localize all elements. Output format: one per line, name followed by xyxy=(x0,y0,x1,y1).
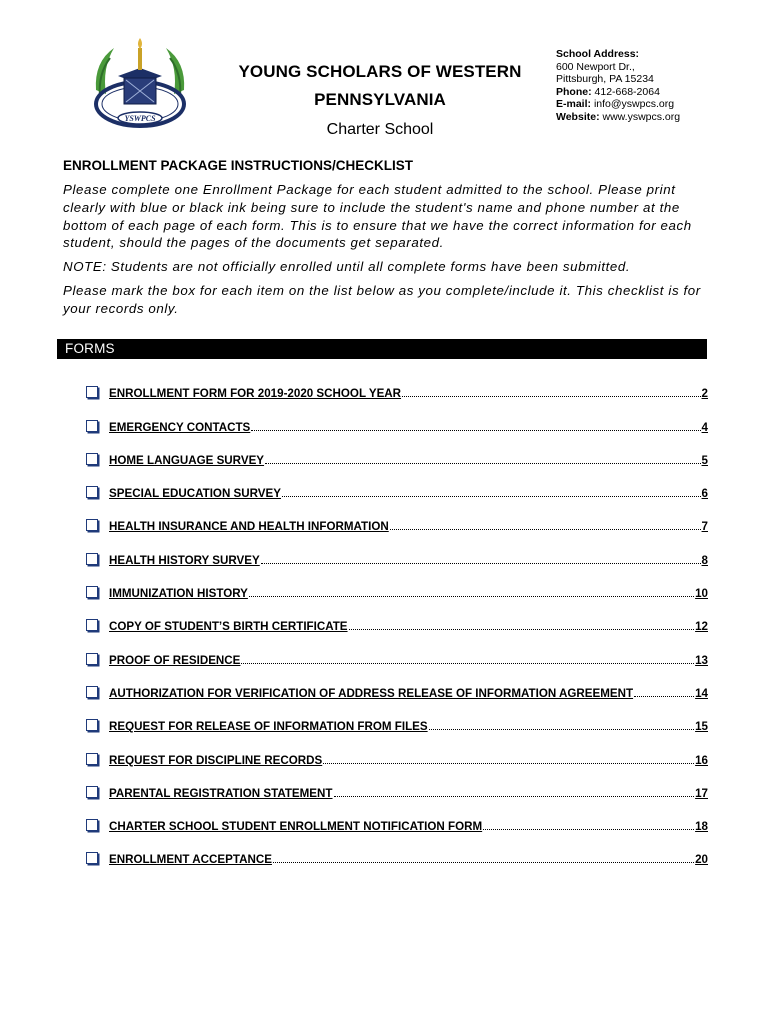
checklist-item-page: 6 xyxy=(701,487,708,501)
dot-leader xyxy=(273,861,694,863)
checklist-entry xyxy=(109,554,708,571)
school-title xyxy=(220,58,540,144)
checklist-item-page: 2 xyxy=(701,387,708,401)
checklist-item xyxy=(84,804,708,837)
checklist-item-page: 12 xyxy=(695,620,708,634)
phone-line xyxy=(556,86,680,99)
checklist-entry xyxy=(109,853,708,870)
checklist-item-page: 5 xyxy=(701,453,708,467)
checklist-item xyxy=(84,537,708,570)
checklist-item xyxy=(84,637,708,670)
checklist-item-page: 8 xyxy=(701,553,708,567)
checklist-item-label: CHARTER SCHOOL STUDENT ENROLLMENT NOTIFICATION FORM xyxy=(109,820,483,834)
dot-leader xyxy=(634,695,694,697)
checklist-item-label: COPY OF STUDENT’S BIRTH CERTIFICATE xyxy=(109,620,348,634)
instructions-heading: ENROLLMENT PACKAGE INSTRUCTIONS/CHECKLIST xyxy=(63,158,413,173)
phone-label: Phone: xyxy=(556,85,592,98)
checklist-item-label: EMERGENCY CONTACTS xyxy=(109,420,251,434)
website-line xyxy=(556,111,680,124)
phone-value: 412-668-2064 xyxy=(594,85,660,98)
logo-text: YSWPCS xyxy=(124,114,156,123)
checklist-item-page: 13 xyxy=(695,653,708,667)
checklist-item-page: 20 xyxy=(695,853,708,867)
checklist-entry xyxy=(109,387,708,404)
checklist-item-label: PARENTAL REGISTRATION STATEMENT xyxy=(109,786,333,800)
checklist-entry xyxy=(109,787,708,804)
dot-leader xyxy=(249,595,694,597)
website-label: Website: xyxy=(556,110,600,123)
checkbox[interactable] xyxy=(86,686,98,698)
checklist-entry xyxy=(109,520,708,537)
checkbox[interactable] xyxy=(86,386,98,398)
checkbox[interactable] xyxy=(86,519,98,531)
checkbox[interactable] xyxy=(86,753,98,765)
instructions-note: NOTE: Students are not officially enrolled until all complete forms have been submitted. xyxy=(63,259,631,275)
address-city: Pittsburgh, PA 15234 xyxy=(556,73,654,85)
dot-leader xyxy=(429,728,694,730)
forms-heading-bar xyxy=(57,339,707,359)
checklist-item xyxy=(84,471,708,504)
checklist-entry xyxy=(109,720,708,737)
checklist-item xyxy=(84,704,708,737)
checkbox[interactable] xyxy=(86,819,98,831)
checklist-item-label: SPECIAL EDUCATION SURVEY xyxy=(109,487,282,501)
checklist-item xyxy=(84,771,708,804)
checklist-item xyxy=(84,604,708,637)
checklist-item-label: ENROLLMENT FORM FOR 2019-2020 SCHOOL YEAR xyxy=(109,387,402,401)
instructions-section xyxy=(63,158,715,324)
website-value: www.yswpcs.org xyxy=(602,110,681,123)
forms-checklist xyxy=(84,371,708,870)
dot-leader xyxy=(251,429,700,431)
checklist-entry xyxy=(109,587,708,604)
email-value: info@yswpcs.org xyxy=(593,98,675,110)
dot-leader xyxy=(334,795,695,797)
checklist-item xyxy=(84,837,708,870)
dot-leader xyxy=(402,395,701,397)
dot-leader xyxy=(265,462,701,464)
school-name-line1: YOUNG SCHOLARS OF WESTERN xyxy=(238,62,522,81)
checklist-item-page: 18 xyxy=(695,820,708,834)
checkbox[interactable] xyxy=(86,453,98,465)
checklist-item xyxy=(84,404,708,437)
checklist-item xyxy=(84,571,708,604)
checklist-item-page: 4 xyxy=(701,420,708,434)
checklist-item-page: 16 xyxy=(695,753,708,767)
checklist-item-page: 15 xyxy=(695,720,708,734)
dot-leader xyxy=(241,662,694,664)
checklist-item xyxy=(84,737,708,770)
checklist-item xyxy=(84,371,708,404)
address-street: 600 Newport Dr., xyxy=(556,60,635,73)
checkbox[interactable] xyxy=(86,653,98,665)
school-logo xyxy=(90,34,190,132)
forms-heading: FORMS xyxy=(65,341,115,356)
checkbox[interactable] xyxy=(86,420,98,432)
checklist-item-label: ENROLLMENT ACCEPTANCE xyxy=(109,853,272,867)
checklist-item-label: REQUEST FOR DISCIPLINE RECORDS xyxy=(109,753,323,767)
dot-leader xyxy=(282,495,701,497)
checklist-item-label: HEALTH HISTORY SURVEY xyxy=(109,553,260,567)
checklist-item-page: 7 xyxy=(701,520,708,534)
address-heading: School Address: xyxy=(556,48,640,60)
checklist-item-label: AUTHORIZATION FOR VERIFICATION OF ADDRESS RELEASE OF INFORMATION AGREEMENT xyxy=(109,686,634,700)
email-line xyxy=(556,98,680,111)
checklist-item-label: HOME LANGUAGE SURVEY xyxy=(109,453,265,467)
checklist-item-label: HEALTH INSURANCE AND HEALTH INFORMATION xyxy=(109,520,389,534)
dot-leader xyxy=(390,528,701,530)
checklist-entry xyxy=(109,454,708,471)
checklist-entry xyxy=(109,620,708,637)
checklist-item-label: IMMUNIZATION HISTORY xyxy=(109,587,248,601)
checklist-entry xyxy=(109,820,708,837)
school-type: Charter School xyxy=(326,121,434,138)
dot-leader xyxy=(261,562,701,564)
checklist-item xyxy=(84,671,708,704)
checklist-entry xyxy=(109,687,708,704)
checklist-item-page: 14 xyxy=(695,686,708,700)
checklist-item xyxy=(84,504,708,537)
checkbox[interactable] xyxy=(86,619,98,631)
checklist-entry xyxy=(109,654,708,671)
checklist-entry xyxy=(109,754,708,771)
checklist-item-label: PROOF OF RESIDENCE xyxy=(109,653,241,667)
school-name-line2: PENNSYLVANIA xyxy=(314,90,446,109)
checkbox[interactable] xyxy=(86,719,98,731)
checklist-entry xyxy=(109,487,708,504)
checkbox[interactable] xyxy=(86,586,98,598)
checklist-item-page: 17 xyxy=(695,786,708,800)
dot-leader xyxy=(483,828,694,830)
checklist-item-page: 10 xyxy=(695,587,708,601)
checkbox[interactable] xyxy=(86,852,98,864)
checkbox[interactable] xyxy=(86,486,98,498)
dot-leader xyxy=(323,762,694,764)
school-address xyxy=(556,48,680,123)
instructions-paragraph-1: Please complete one Enrollment Package for each student admitted to the school. Please print clearly with blue or black ink being sure to include the student's name and phone number at the bottom of each page of each form. This is to ensure that we have the correct information for each student, should the pages of the documents get separated. xyxy=(63,182,692,251)
instructions-paragraph-3: Please mark the box for each item on the list below as you complete/include it. This checklist is for your records only. xyxy=(63,282,701,316)
email-label: E-mail: xyxy=(556,98,592,110)
dot-leader xyxy=(349,628,695,630)
checkbox[interactable] xyxy=(86,553,98,565)
checkbox[interactable] xyxy=(86,786,98,798)
checklist-item-label: REQUEST FOR RELEASE OF INFORMATION FROM FILES xyxy=(109,720,428,734)
checklist-entry xyxy=(109,421,708,438)
checklist-item xyxy=(84,438,708,471)
